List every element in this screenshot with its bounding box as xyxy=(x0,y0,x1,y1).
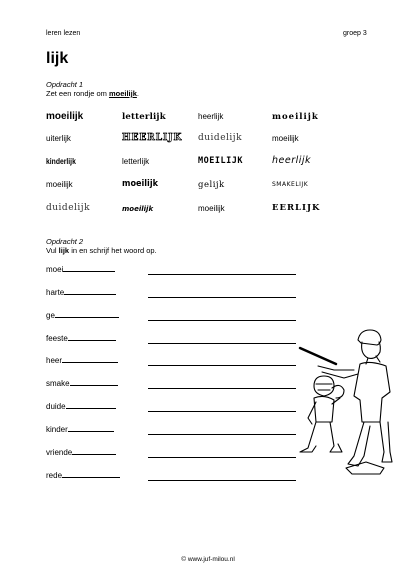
footer-copyright: © www.juf-milou.nl xyxy=(181,556,235,563)
exercise1-instruction xyxy=(46,89,139,98)
fill-row-stem[interactable] xyxy=(46,288,116,297)
fill-row-stem[interactable] xyxy=(46,402,116,411)
grid-word[interactable]: duidelijk xyxy=(46,203,91,213)
answer-line[interactable] xyxy=(148,320,296,321)
grid-word[interactable]: gelijk xyxy=(198,180,225,190)
word-stem: harte xyxy=(46,288,65,297)
grid-word[interactable]: moeilijk xyxy=(198,204,225,213)
exercise2-instruction-suffix: in en schrijf het woord op. xyxy=(71,246,157,255)
word-stem: moei xyxy=(46,265,64,274)
header-right: groep 3 xyxy=(343,30,367,37)
answer-line[interactable] xyxy=(148,480,296,481)
grid-word[interactable]: letterlijk xyxy=(122,112,166,122)
fill-row-stem[interactable] xyxy=(46,265,115,274)
grid-word[interactable]: EERLIJK xyxy=(272,203,321,213)
word-stem: heer xyxy=(46,356,63,365)
answer-line[interactable] xyxy=(148,411,296,412)
grid-word[interactable]: moeilijk xyxy=(272,112,319,122)
answer-line[interactable] xyxy=(148,434,296,435)
answer-line[interactable] xyxy=(148,297,296,298)
grid-word[interactable]: duidelijk xyxy=(198,133,243,143)
answer-line[interactable] xyxy=(148,274,296,275)
answer-line[interactable] xyxy=(148,343,296,344)
grid-word[interactable]: letterlijk xyxy=(122,157,150,166)
grid-word[interactable]: heerlijk xyxy=(198,112,224,121)
grid-word[interactable]: HEERLIJK xyxy=(122,133,183,143)
word-stem: smake xyxy=(46,379,70,388)
baseball-players-illustration xyxy=(296,322,396,482)
page-title: lijk xyxy=(46,50,69,67)
exercise2-instruction xyxy=(46,246,157,255)
exercise1-title: Opdracht 1 xyxy=(46,80,84,89)
word-stem: vriende xyxy=(46,448,73,457)
grid-word[interactable]: moeilijk xyxy=(272,134,299,143)
answer-line[interactable] xyxy=(148,365,296,366)
word-stem: duide xyxy=(46,402,66,411)
word-stem: rede xyxy=(46,471,63,480)
exercise2-instruction-word: lijk xyxy=(58,246,70,255)
exercise1-instruction-prefix: Zet een rondje om xyxy=(46,89,107,98)
exercise2-title: Opdracht 2 xyxy=(46,237,84,246)
grid-word[interactable]: kinderlijk xyxy=(46,157,76,166)
exercise2-instruction-prefix: Vul xyxy=(46,246,57,255)
answer-line[interactable] xyxy=(148,457,296,458)
grid-word[interactable]: moeilijk xyxy=(46,111,84,122)
fill-row-stem[interactable] xyxy=(46,356,118,365)
fill-row-stem[interactable] xyxy=(46,471,120,480)
fill-row-stem[interactable] xyxy=(46,311,119,320)
fill-row-stem[interactable] xyxy=(46,379,118,388)
grid-word[interactable]: heerlijk xyxy=(272,155,312,166)
grid-word[interactable]: moeilijk xyxy=(122,179,158,189)
grid-word[interactable]: MOEILIJK xyxy=(198,156,243,166)
fill-row-stem[interactable] xyxy=(46,448,116,457)
word-stem: feeste xyxy=(46,334,68,343)
fill-row-stem[interactable] xyxy=(46,425,114,434)
exercise1-instruction-suffix: . xyxy=(136,89,139,98)
grid-word[interactable]: uiterlijk xyxy=(46,134,71,143)
word-stem: kinder xyxy=(46,425,68,434)
fill-row-stem[interactable] xyxy=(46,334,116,343)
grid-word[interactable]: moeilijk xyxy=(46,180,73,189)
header-left: leren lezen xyxy=(46,30,81,37)
grid-word[interactable]: moeilijk xyxy=(122,205,154,213)
answer-line[interactable] xyxy=(148,388,296,389)
grid-word[interactable]: SMAKELIJK xyxy=(272,181,309,188)
word-stem: ge xyxy=(46,311,55,320)
exercise1-instruction-word: moeilijk xyxy=(108,89,137,98)
